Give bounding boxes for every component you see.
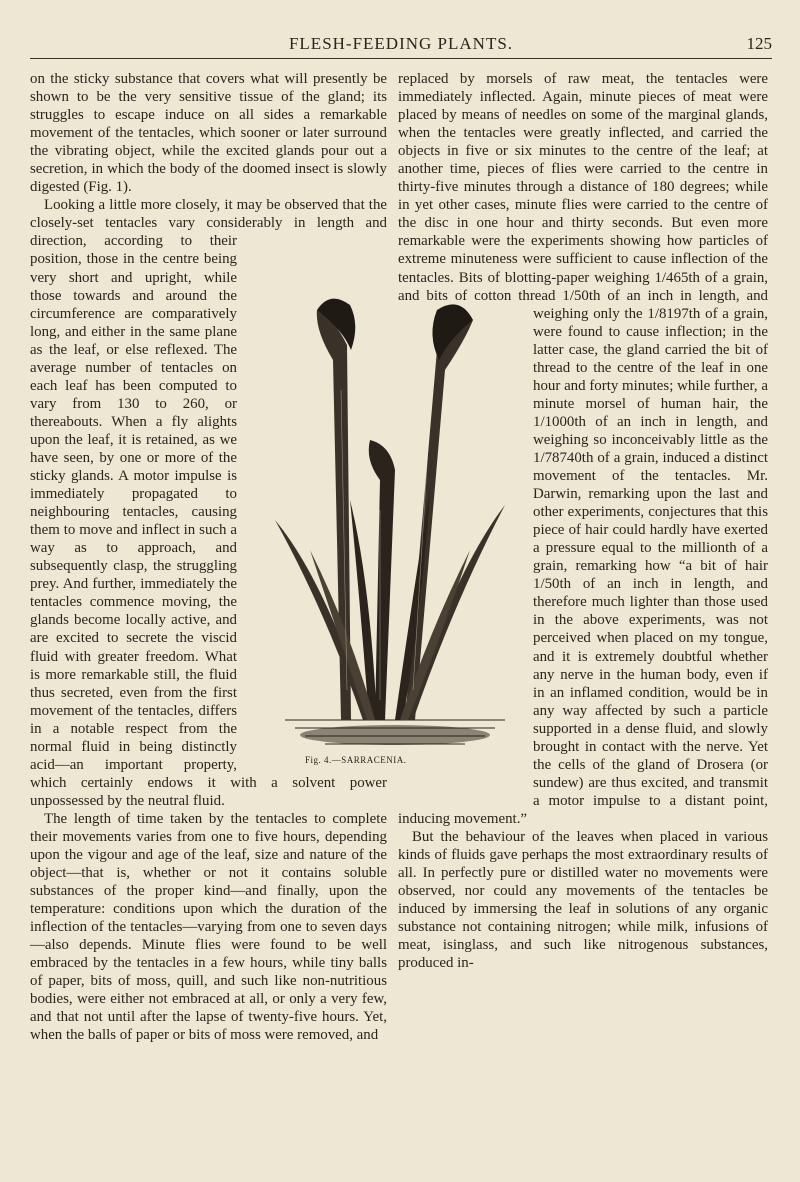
left-paragraph-1: on the sticky substance that covers what will presently be shown to be the very sensitive tissue of the gland; its struggles to escape induce on all sides a remarkable movement of the tentacles, which sooner or later surround the vibrating object, while the excited glands pour out a secretion, in which the body of the doomed insect is slowly digested (Fig. 1).	[30, 71, 387, 196]
figure-caption: Fig. 4.—SARRACENIA.	[305, 755, 407, 765]
right-paragraph-2: But the behaviour of the leaves when placed in various kinds of fluids gave perhaps the most extraordinary results of all. In perfectly pure or distilled water no movements were observed, nor could any movements of the tentacles be induced by immersing the leaf in solutions of any organic substance not containing nitrogen; while milk, infusions of meat, isinglass, and such like nitrogenous substances, produced in-	[398, 828, 768, 972]
pitcher-plant-drawing	[255, 250, 520, 770]
page-header	[30, 32, 772, 59]
right-paragraph-1: replaced by morsels of raw meat, the tentacles were immediately inflected. Again, minute pieces of meat were placed by means of needles on some of the marginal glands, when the tentacles were greatly inflected, and carried the objects in five or six minutes to the centre of the leaf; at another time, pieces of flies were carried to the centre in thirty-five minutes through a distance of 180 degrees; while in yet other cases, minute flies were carried to the centre of the disc in one hour and thirty seconds. But even more remarkable were the experiments showing how particles of extreme minuteness were sufficient to cause inflection of the tentacles. Bits of blotting-paper weighing 1/465th of a grain, and bits of cotton thread 1/50th of an inch in length, and weighing only the 1/8197th of a grain, were found to cause inflection; in the latter case, the gland carried the bit of thread to the centre of the leaf in one hour and forty minutes; while further, a minute morsel of human hair, the 1/1000th of an inch in length, and weighing so inconceivably little as the 1/78740th of a grain, induced a distinct movement of the tentacles. Mr. Darwin, remarking upon the last and other experiments, conjectures that this piece of hair could hardly have exerted a pressure equal to the millionth of a grain, remarking how “a bit of hair 1/50th of an inch in length, and therefore much lighter than those used in the above experiments, was not perceived when placed on my tongue, and it is extremely doubtful whether any nerve in the human body, even if in an inflamed condition, would be in any way affected by such a particle supported in a dense fluid, and slowly brought in contact with the nerve. Yet the cells of the gland of Drosera (or sundew) are thus excited, and transmit a motor impulse to a distant point, inducing movement.”	[398, 71, 768, 827]
running-head: FLESH-FEEDING PLANTS.	[288, 34, 514, 53]
sarracenia-illustration	[255, 250, 520, 770]
page-number: 125	[746, 34, 772, 53]
left-paragraph-3: The length of time taken by the tentacles to complete their movements varies from one to five hours, depending upon the vigour and age of the leaf, size and nature of the object—that is, whether or not it contains soluble substances of the proper kind—and finally, upon the temperature: conditions upon which the duration of the inflection of the tentacles—varying from one to seven days—also depends. Minute flies were found to be well embraced by the tentacles in a few hours, while tiny balls of paper, bits of moss, quill, and such like non-nutritious bodies, were either not embraced at all, or only a very few, and that not until after the lapse of twenty-five hours. Yet, when the balls of paper or bits of moss were removed, and	[30, 810, 387, 1044]
left-paragraph-2: Looking a little more closely, it may be observed that the closely-set tentacles vary considerably in length and direction, according to their position, those in the centre being very short and upright, while those towards and around the circumference are comparatively long, and either in the same plane as the leaf, or else reflexed. The average number of tentacles on each leaf has been computed to vary from 130 to 260, or thereabouts. When a fly alights upon the leaf, it is retained, as we have seen, by one or more of the sticky glands. A motor impulse is immediately propagated to neighbouring tentacles, causing them to move and inflect in such a way as to approach, and subsequently clasp, the struggling prey. And further, immediately the tentacles commence moving, the glands become locally active, and are excited to secrete the viscid fluid with greater freedom. What is more remarkable still, the fluid thus secreted, even from the first movement of the tentacles, differs in a notable respect from the normal fluid in being distinctly acid—an important property, which certainly endows it with a solvent power unpossessed by the neutral fluid.	[30, 197, 387, 809]
